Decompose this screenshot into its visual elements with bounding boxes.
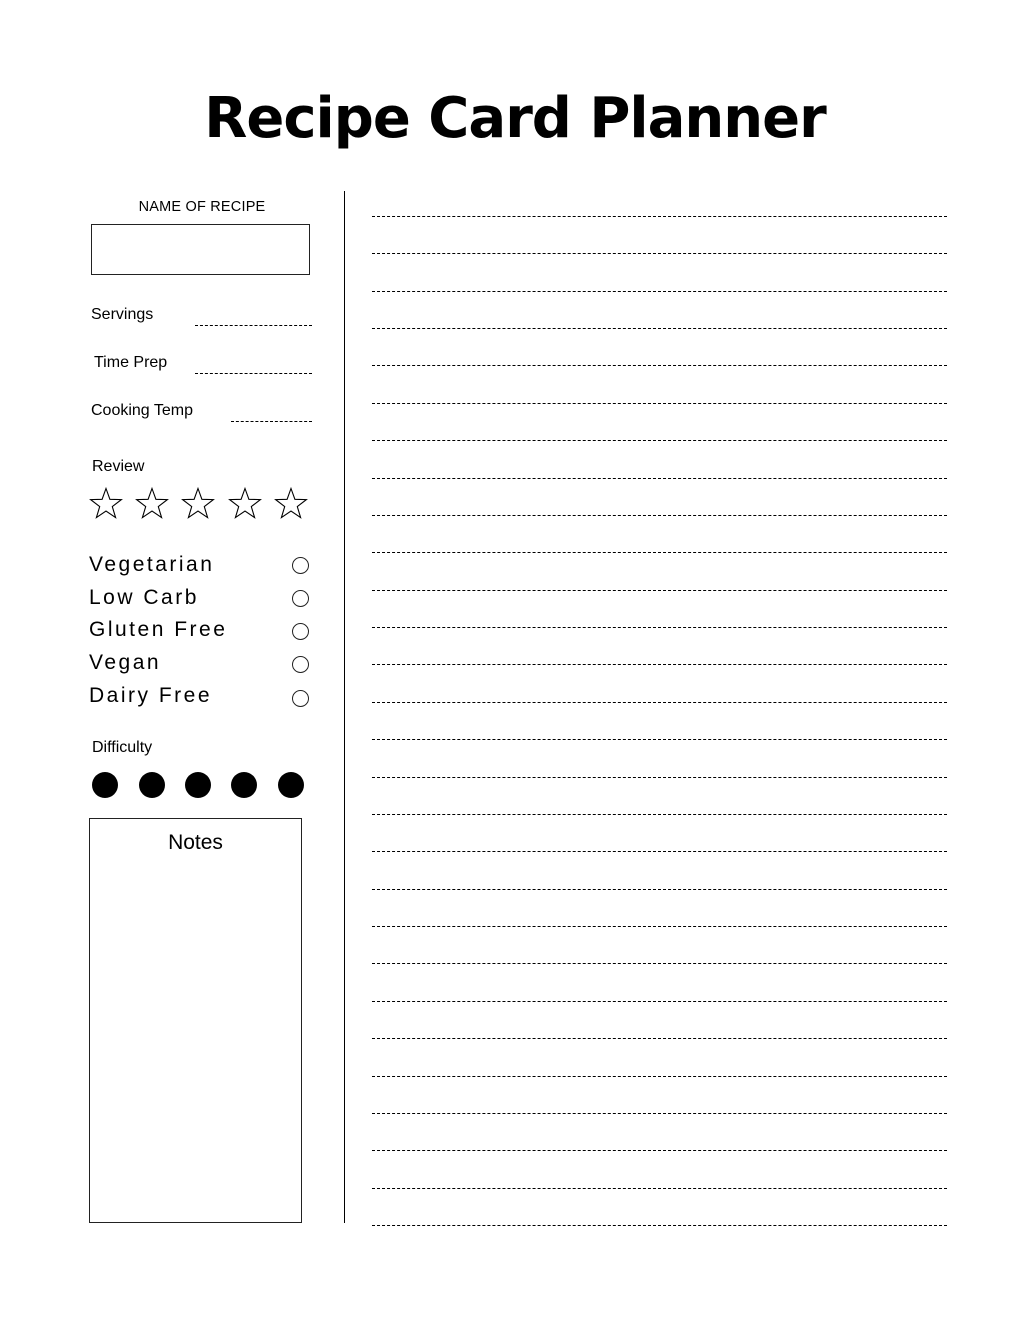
instruction-line[interactable] <box>372 440 947 441</box>
page-title: Recipe Card Planner <box>204 86 826 151</box>
instruction-line[interactable] <box>372 1113 947 1114</box>
difficulty-dot[interactable] <box>278 772 304 798</box>
time-prep-label: Time Prep <box>94 354 168 371</box>
notes-box[interactable] <box>89 818 302 1223</box>
instruction-line[interactable] <box>372 403 947 404</box>
instruction-line[interactable] <box>372 739 947 740</box>
star-icon[interactable] <box>274 487 308 521</box>
notes-title: Notes <box>168 831 223 854</box>
star-icon[interactable] <box>228 487 262 521</box>
instruction-line[interactable] <box>372 963 947 964</box>
diet-option-label: Gluten Free <box>89 618 228 641</box>
low-carb-radio[interactable] <box>292 590 309 607</box>
instruction-line[interactable] <box>372 926 947 927</box>
instruction-line[interactable] <box>372 1076 947 1077</box>
column-divider <box>344 191 345 1223</box>
instruction-line[interactable] <box>372 291 947 292</box>
instruction-line[interactable] <box>372 777 947 778</box>
diet-option-label: Dairy Free <box>89 684 213 707</box>
servings-label: Servings <box>91 306 154 323</box>
instruction-line[interactable] <box>372 889 947 890</box>
cooking-temp-field[interactable] <box>231 421 312 422</box>
instruction-line[interactable] <box>372 515 947 516</box>
instruction-line[interactable] <box>372 253 947 254</box>
instruction-line[interactable] <box>372 702 947 703</box>
instruction-line[interactable] <box>372 590 947 591</box>
star-icon[interactable] <box>181 487 215 521</box>
difficulty-dot[interactable] <box>139 772 165 798</box>
diet-option-label: Low Carb <box>89 586 199 609</box>
instruction-line[interactable] <box>372 664 947 665</box>
diet-option-label: Vegetarian <box>89 553 215 576</box>
vegetarian-radio[interactable] <box>292 557 309 574</box>
difficulty-dot[interactable] <box>231 772 257 798</box>
instruction-line[interactable] <box>372 328 947 329</box>
difficulty-label: Difficulty <box>92 739 153 756</box>
instruction-line[interactable] <box>372 1038 947 1039</box>
review-label: Review <box>92 458 145 475</box>
instruction-line[interactable] <box>372 851 947 852</box>
instruction-line[interactable] <box>372 365 947 366</box>
difficulty-dot[interactable] <box>185 772 211 798</box>
instruction-line[interactable] <box>372 627 947 628</box>
gluten-free-radio[interactable] <box>292 623 309 640</box>
star-icon[interactable] <box>89 487 123 521</box>
instruction-line[interactable] <box>372 814 947 815</box>
instruction-line[interactable] <box>372 1188 947 1189</box>
instruction-line[interactable] <box>372 478 947 479</box>
servings-field[interactable] <box>195 325 312 326</box>
instruction-line[interactable] <box>372 1150 947 1151</box>
instruction-line[interactable] <box>372 1001 947 1002</box>
time-prep-field[interactable] <box>195 373 312 374</box>
dairy-free-radio[interactable] <box>292 690 309 707</box>
recipe-name-label: NAME OF RECIPE <box>138 199 266 215</box>
star-icon[interactable] <box>135 487 169 521</box>
recipe-name-field[interactable] <box>91 224 310 275</box>
instruction-line[interactable] <box>372 552 947 553</box>
difficulty-dot[interactable] <box>92 772 118 798</box>
vegan-radio[interactable] <box>292 656 309 673</box>
cooking-temp-label: Cooking Temp <box>91 402 193 419</box>
instruction-line[interactable] <box>372 1225 947 1226</box>
diet-option-label: Vegan <box>89 651 162 674</box>
instruction-line[interactable] <box>372 216 947 217</box>
